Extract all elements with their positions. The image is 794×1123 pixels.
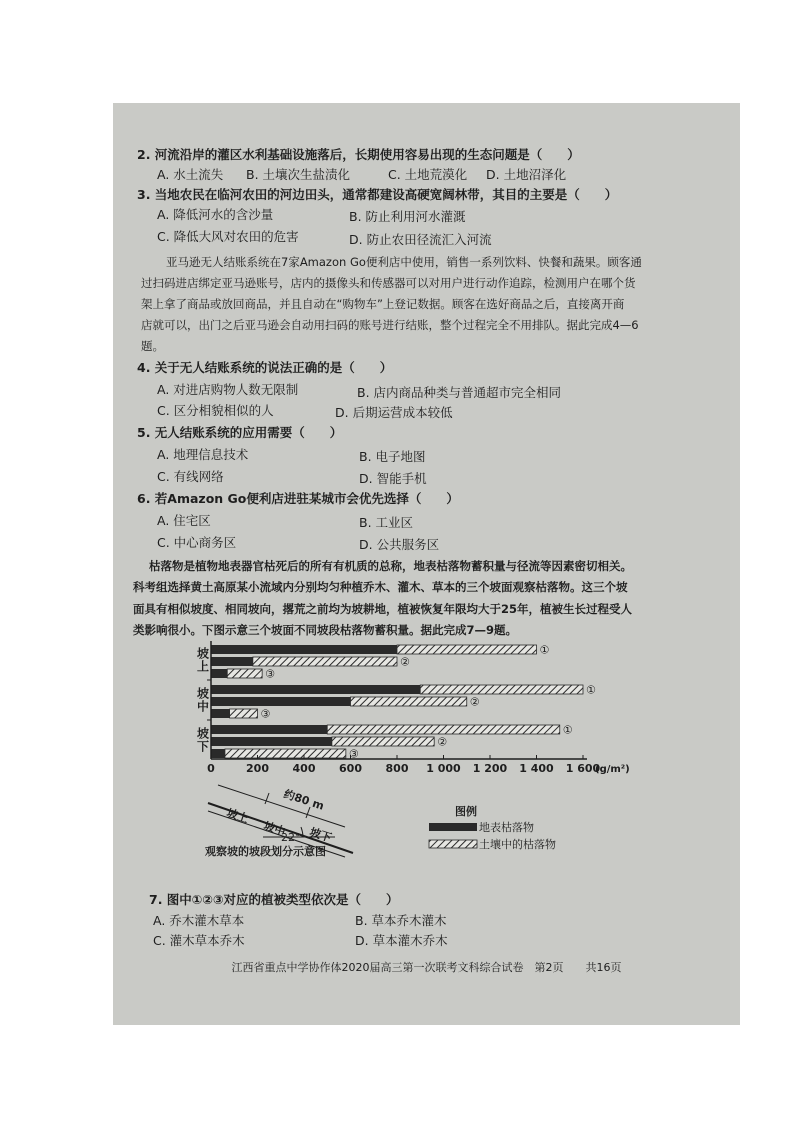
bar-soil-0-1 — [253, 657, 397, 666]
question-3-option-d: D. 防止农田径流汇入河流 — [349, 232, 492, 247]
passage-1-line-2: 过扫码进店绑定亚马逊账号，店内的摄像头和传感器可以对用户进行动作追踪，检测用户在哪个货 — [141, 276, 636, 290]
bar-label-1-2: ③ — [260, 707, 271, 721]
bar-soil-2-2 — [225, 749, 346, 758]
question-2-option-a: A. 水土流失 — [157, 167, 224, 182]
x-tick-label-8: 1 600 — [565, 762, 601, 775]
bar-soil-0-2 — [227, 669, 262, 678]
question-7-option-b: B. 草本乔木灌木 — [355, 913, 447, 928]
group-label-0-char-0: 坡 — [197, 646, 210, 661]
diagram-caption: 观察坡的坡段划分示意图 — [205, 845, 326, 858]
question-5-option-d: D. 智能手机 — [359, 471, 427, 486]
question-6-option-b: B. 工业区 — [359, 515, 414, 530]
segment-label-lower: 坡下 — [308, 825, 334, 845]
question-4-option-a: A. 对进店购物人数无限制 — [157, 382, 299, 397]
x-tick-label-5: 1 000 — [426, 762, 461, 775]
bar-soil-1-2 — [230, 709, 258, 718]
x-tick-label-6: 1 200 — [472, 762, 508, 775]
exam-paper — [113, 103, 740, 1025]
x-unit-label: (g/m²) — [595, 764, 630, 775]
question-7-option-a: A. 乔木灌木草本 — [153, 913, 245, 928]
bar-surface-1-1 — [211, 697, 351, 706]
bar-label-1-0: ① — [586, 683, 596, 697]
passage-1-line-4: 店就可以，出门之后亚马逊会自动用扫码的账号进行结账，整个过程完全不用排队。据此完成4—6 — [141, 318, 639, 332]
legend-title: 图例 — [455, 805, 477, 818]
question-2-stem: 2. 河流沿岸的灌区水利基础设施落后，长期使用容易出现的生态问题是（ ） — [137, 147, 580, 162]
question-5-option-b: B. 电子地图 — [359, 449, 426, 464]
slope-angle-label: 22° — [281, 831, 301, 844]
question-3-option-b: B. 防止利用河水灌溉 — [349, 209, 466, 224]
passage-2-line-1: 枯落物是植物地表器官枯死后的所有有机质的总称，地表枯落物蓄积量与径流等因素密切相关。 — [149, 559, 632, 573]
passage-2-line-4: 类影响很小。下图示意三个坡面不同坡段枯落物蓄积量。据此完成7—9题。 — [133, 623, 517, 637]
bar-label-0-0: ① — [539, 643, 550, 657]
bar-soil-0-0 — [397, 645, 537, 654]
bar-soil-2-1 — [332, 737, 434, 746]
chart-legend — [429, 804, 556, 851]
slope-diagram — [205, 785, 353, 858]
bar-soil-2-0 — [327, 725, 560, 734]
passage-1-line-1: 亚马逊无人结账系统在7家Amazon Go便利店中使用，销售一系列饮料、快餐和蔬果。顾客通 — [166, 255, 642, 269]
bar-surface-1-2 — [211, 709, 230, 718]
x-tick-label-2: 400 — [292, 762, 316, 775]
group-label-2-char-1: 下 — [197, 739, 210, 754]
x-tick-label-0: 0 — [207, 762, 215, 775]
question-3-option-a: A. 降低河水的含沙量 — [157, 207, 274, 222]
slope-length-label: 约80 m — [282, 787, 326, 813]
legend-label-surface: 地表枯落物 — [479, 821, 534, 834]
bar-soil-1-1 — [351, 697, 467, 706]
page-footer: 江西省重点中学协作体2020届高三第一次联考文科综合试卷 第2页 共16页 — [231, 961, 622, 974]
x-tick-label-4: 800 — [385, 762, 409, 775]
bar-surface-2-2 — [211, 749, 225, 758]
question-2-option-b: B. 土壤次生盐渍化 — [246, 167, 351, 182]
question-4-option-d: D. 后期运营成本较低 — [335, 405, 453, 420]
bar-label-0-2: ③ — [265, 667, 276, 681]
bar-soil-1-0 — [420, 685, 583, 694]
question-5-option-a: A. 地理信息技术 — [157, 447, 249, 462]
bar-label-2-0: ① — [562, 723, 573, 737]
bar-surface-0-1 — [211, 657, 253, 666]
litter-accumulation-figure — [113, 641, 740, 863]
passage-1-line-3: 架上拿了商品或放回商品，并且自动在“购物车”上登记数据。顾客在选好商品之后，直接离开商 — [141, 297, 625, 311]
bar-surface-0-0 — [211, 645, 397, 654]
question-3-option-c: C. 降低大风对农田的危害 — [157, 229, 299, 244]
question-7-stem: 7. 图中①②③对应的植被类型依次是（ ） — [149, 892, 399, 907]
question-7-option-c: C. 灌木草本乔木 — [153, 933, 245, 948]
bar-surface-2-0 — [211, 725, 327, 734]
group-label-0-char-1: 上 — [197, 659, 210, 674]
question-7-option-d: D. 草本灌木乔木 — [355, 933, 448, 948]
group-label-1-char-1: 中 — [197, 699, 210, 714]
segment-label-upper: 坡上 — [225, 806, 251, 826]
bar-surface-1-0 — [211, 685, 420, 694]
x-tick-label-1: 200 — [246, 762, 269, 775]
bar-surface-0-2 — [211, 669, 227, 678]
group-label-1-char-0: 坡 — [197, 686, 210, 701]
segment-label-middle: 坡中 — [262, 819, 288, 839]
question-4-stem: 4. 关于无人结账系统的说法正确的是（ ） — [137, 360, 393, 375]
question-5-stem: 5. 无人结账系统的应用需要（ ） — [137, 425, 343, 440]
question-5-option-c: C. 有线网络 — [157, 469, 224, 484]
x-tick-label-3: 600 — [339, 762, 362, 775]
legend-swatch-soil — [429, 840, 477, 848]
question-2-option-c: C. 土地荒漠化 — [388, 167, 468, 182]
legend-label-soil: 土壤中的枯落物 — [479, 838, 556, 851]
passage-2-line-2: 科考组选择黄土高原某小流域内分别均匀种植乔木、灌木、草本的三个坡面观察枯落物。这三个坡 — [133, 580, 628, 594]
bar-label-0-1: ② — [400, 655, 410, 669]
bar-label-2-1: ② — [437, 735, 448, 749]
question-6-stem: 6. 若Amazon Go便利店进驻某城市会优先选择（ ） — [137, 491, 459, 506]
passage-2-line-3: 面具有相似坡度、相同坡向，撂荒之前均为坡耕地，植被恢复年限均大于25年，植被生长过程受人 — [133, 602, 632, 616]
question-3-stem: 3. 当地农民在临河农田的河边田头，通常都建设高硬宽阔林带，其目的主要是（ ） — [137, 187, 618, 202]
x-tick-label-7: 1 400 — [519, 762, 554, 775]
bar-label-2-2: ③ — [348, 747, 359, 761]
question-6-option-d: D. 公共服务区 — [359, 537, 440, 552]
question-4-option-c: C. 区分相貌相似的人 — [157, 403, 274, 418]
question-6-option-a: A. 住宅区 — [157, 513, 211, 528]
group-label-2-char-0: 坡 — [197, 726, 210, 741]
bar-surface-2-1 — [211, 737, 332, 746]
bar-label-1-1: ② — [469, 695, 480, 709]
legend-swatch-surface — [429, 823, 477, 831]
passage-1-line-5: 题。 — [141, 339, 164, 353]
question-2-option-d: D. 土地沼泽化 — [486, 167, 567, 182]
question-6-option-c: C. 中心商务区 — [157, 535, 237, 550]
question-4-option-b: B. 店内商品种类与普通超市完全相同 — [357, 385, 562, 400]
